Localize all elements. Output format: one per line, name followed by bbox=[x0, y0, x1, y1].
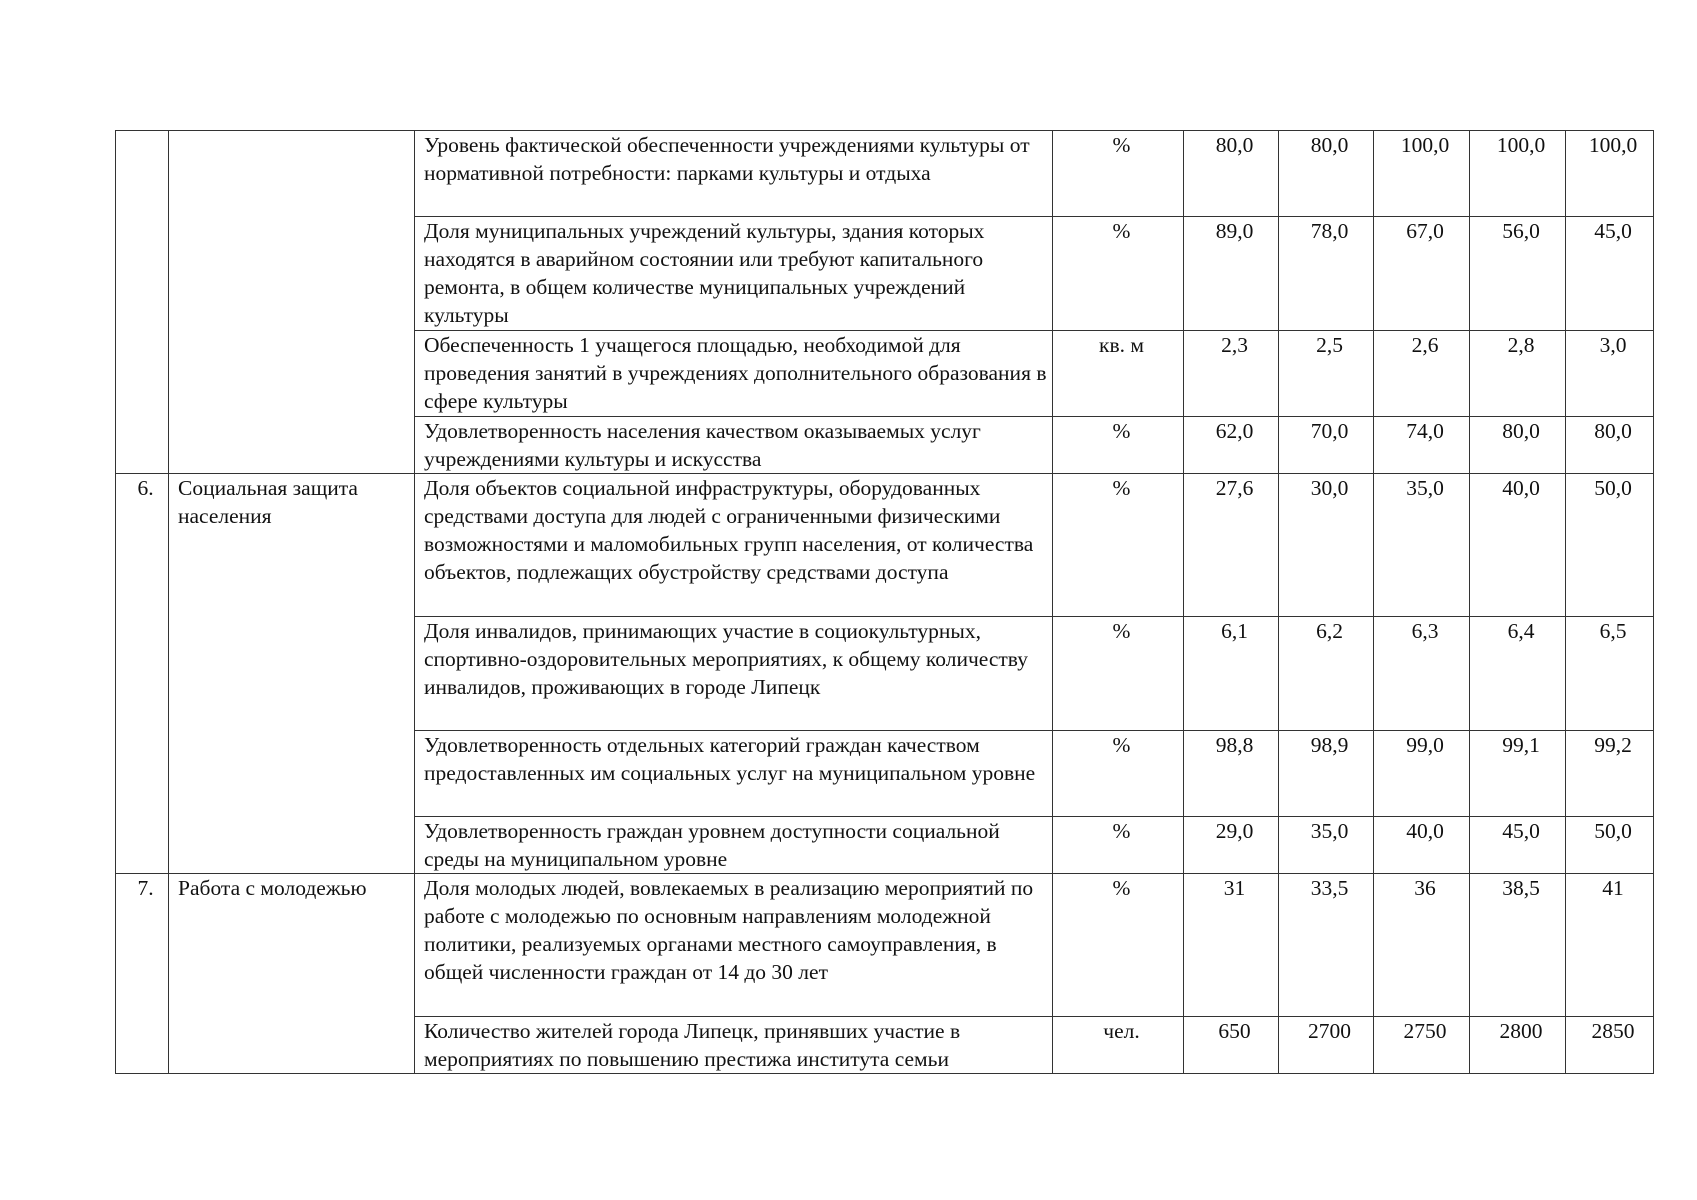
unit-cell: % bbox=[1053, 474, 1184, 617]
indicator-name-cell: Обеспеченность 1 учащегося площадью, необходимой для проведения занятий в учреждениях дополнительного образования в сфере культуры bbox=[415, 331, 1053, 417]
indicator-name-cell: Уровень фактической обеспеченности учреждениями культуры от нормативной потребности: парками культуры и отдыха bbox=[415, 131, 1053, 217]
value-cell-4: 2,8 bbox=[1470, 331, 1566, 417]
value-cell-1: 6,1 bbox=[1184, 617, 1279, 731]
value-cell-1: 31 bbox=[1184, 874, 1279, 1017]
value-cell-1: 650 bbox=[1184, 1017, 1279, 1074]
table-row bbox=[116, 474, 1654, 617]
value-cell-5: 50,0 bbox=[1566, 474, 1654, 617]
value-cell-5: 45,0 bbox=[1566, 217, 1654, 331]
value-cell-2: 2700 bbox=[1279, 1017, 1374, 1074]
value-cell-3: 40,0 bbox=[1374, 817, 1470, 874]
value-cell-2: 70,0 bbox=[1279, 417, 1374, 474]
table-row bbox=[116, 874, 1654, 1017]
indicators-table bbox=[115, 130, 1654, 1074]
value-cell-2: 78,0 bbox=[1279, 217, 1374, 331]
value-cell-5: 2850 bbox=[1566, 1017, 1654, 1074]
indicator-name-cell: Доля инвалидов, принимающих участие в социокультурных, спортивно-оздоровительных мероприятиях, к общему количеству инвалидов, проживающих в городе Липецк bbox=[415, 617, 1053, 731]
value-cell-2: 80,0 bbox=[1279, 131, 1374, 217]
value-cell-1: 62,0 bbox=[1184, 417, 1279, 474]
value-cell-5: 100,0 bbox=[1566, 131, 1654, 217]
value-cell-1: 29,0 bbox=[1184, 817, 1279, 874]
value-cell-4: 100,0 bbox=[1470, 131, 1566, 217]
row-number-cell: 6. bbox=[116, 474, 169, 874]
value-cell-4: 40,0 bbox=[1470, 474, 1566, 617]
value-cell-5: 41 bbox=[1566, 874, 1654, 1017]
unit-cell: кв. м bbox=[1053, 331, 1184, 417]
unit-cell: % bbox=[1053, 417, 1184, 474]
unit-cell: % bbox=[1053, 817, 1184, 874]
value-cell-3: 2750 bbox=[1374, 1017, 1470, 1074]
value-cell-3: 100,0 bbox=[1374, 131, 1470, 217]
indicator-name-cell: Доля молодых людей, вовлекаемых в реализацию мероприятий по работе с молодежью по основным направлениям молодежной политики, реализуемых органами местного самоуправления, в общей численности граждан от 14 до 30 лет bbox=[415, 874, 1053, 1017]
value-cell-3: 36 bbox=[1374, 874, 1470, 1017]
value-cell-1: 98,8 bbox=[1184, 731, 1279, 817]
value-cell-5: 80,0 bbox=[1566, 417, 1654, 474]
value-cell-4: 80,0 bbox=[1470, 417, 1566, 474]
value-cell-5: 99,2 bbox=[1566, 731, 1654, 817]
value-cell-3: 67,0 bbox=[1374, 217, 1470, 331]
value-cell-2: 98,9 bbox=[1279, 731, 1374, 817]
unit-cell: % bbox=[1053, 874, 1184, 1017]
value-cell-1: 2,3 bbox=[1184, 331, 1279, 417]
value-cell-3: 74,0 bbox=[1374, 417, 1470, 474]
unit-cell: % bbox=[1053, 731, 1184, 817]
section-name-cell bbox=[169, 131, 415, 474]
unit-cell: чел. bbox=[1053, 1017, 1184, 1074]
value-cell-4: 56,0 bbox=[1470, 217, 1566, 331]
value-cell-4: 2800 bbox=[1470, 1017, 1566, 1074]
value-cell-4: 6,4 bbox=[1470, 617, 1566, 731]
value-cell-1: 80,0 bbox=[1184, 131, 1279, 217]
value-cell-2: 33,5 bbox=[1279, 874, 1374, 1017]
row-number-cell bbox=[116, 131, 169, 474]
value-cell-1: 27,6 bbox=[1184, 474, 1279, 617]
value-cell-3: 6,3 bbox=[1374, 617, 1470, 731]
value-cell-3: 2,6 bbox=[1374, 331, 1470, 417]
value-cell-5: 50,0 bbox=[1566, 817, 1654, 874]
value-cell-4: 45,0 bbox=[1470, 817, 1566, 874]
value-cell-3: 99,0 bbox=[1374, 731, 1470, 817]
unit-cell: % bbox=[1053, 617, 1184, 731]
section-name-cell: Работа с молодежью bbox=[169, 874, 415, 1074]
value-cell-3: 35,0 bbox=[1374, 474, 1470, 617]
row-number-cell: 7. bbox=[116, 874, 169, 1074]
section-name-cell: Социальная защита населения bbox=[169, 474, 415, 874]
value-cell-4: 38,5 bbox=[1470, 874, 1566, 1017]
indicator-name-cell: Удовлетворенность населения качеством оказываемых услуг учреждениями культуры и искусства bbox=[415, 417, 1053, 474]
unit-cell: % bbox=[1053, 131, 1184, 217]
value-cell-2: 6,2 bbox=[1279, 617, 1374, 731]
value-cell-2: 30,0 bbox=[1279, 474, 1374, 617]
indicator-name-cell: Удовлетворенность граждан уровнем доступности социальной среды на муниципальном уровне bbox=[415, 817, 1053, 874]
value-cell-4: 99,1 bbox=[1470, 731, 1566, 817]
value-cell-1: 89,0 bbox=[1184, 217, 1279, 331]
indicator-name-cell: Доля муниципальных учреждений культуры, здания которых находятся в аварийном состоянии или требуют капитального ремонта, в общем количестве муниципальных учреждений культуры bbox=[415, 217, 1053, 331]
indicator-name-cell: Удовлетворенность отдельных категорий граждан качеством предоставленных им социальных услуг на муниципальном уровне bbox=[415, 731, 1053, 817]
indicator-name-cell: Количество жителей города Липецк, принявших участие в мероприятиях по повышению престижа института семьи bbox=[415, 1017, 1053, 1074]
value-cell-2: 2,5 bbox=[1279, 331, 1374, 417]
unit-cell: % bbox=[1053, 217, 1184, 331]
value-cell-2: 35,0 bbox=[1279, 817, 1374, 874]
value-cell-5: 6,5 bbox=[1566, 617, 1654, 731]
value-cell-5: 3,0 bbox=[1566, 331, 1654, 417]
indicator-name-cell: Доля объектов социальной инфраструктуры, оборудованных средствами доступа для людей с ограниченными физическими возможностями и маломобильных групп населения, от количества объектов, подлежащих обустройству средствами доступа bbox=[415, 474, 1053, 617]
table-row bbox=[116, 131, 1654, 217]
